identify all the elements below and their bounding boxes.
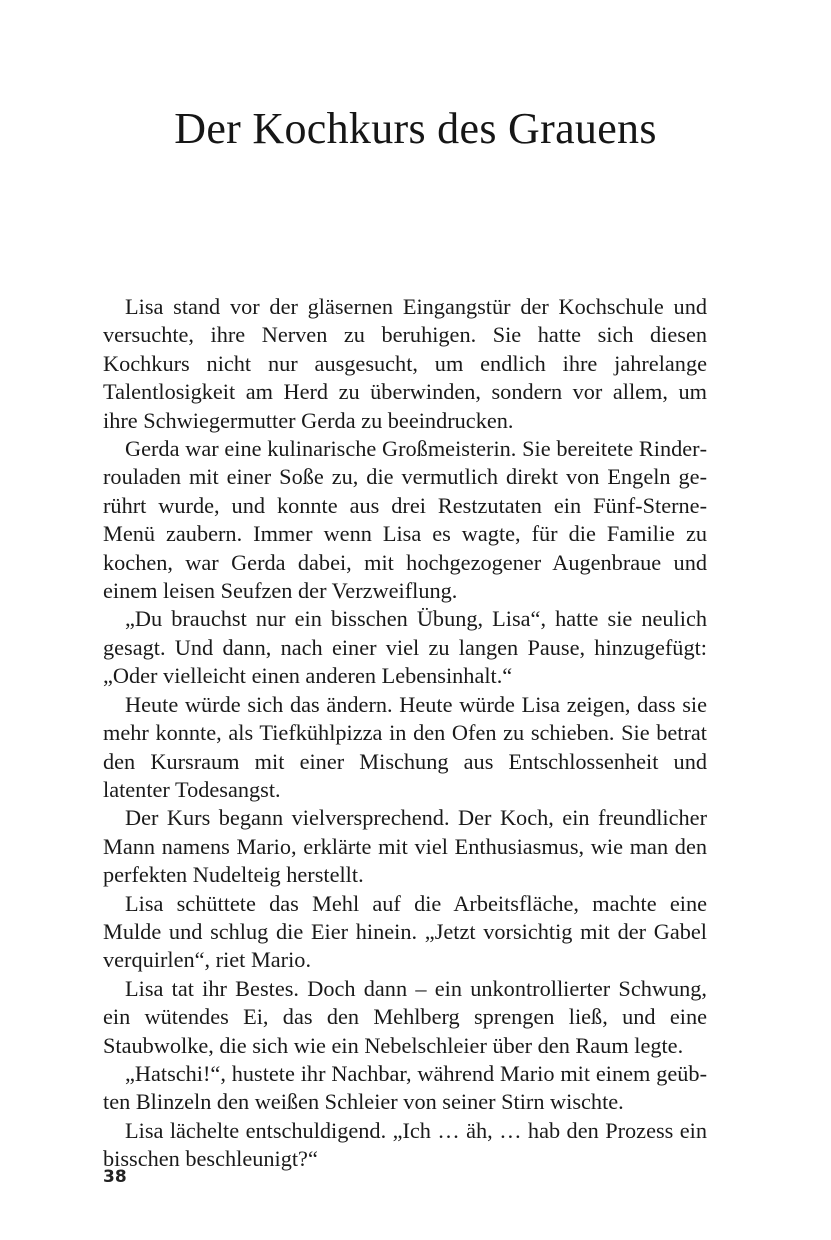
paragraph: Der Kurs begann vielversprechend. Der Koch, ein freundlicher Mann namens Mario, erklärte mit viel Enthusiasmus, wie man den perfekten Nudelteig herstellt. xyxy=(103,805,707,888)
chapter-body xyxy=(103,293,707,1174)
paragraph: Gerda war eine kulinarische Großmeisterin. Sie bereitete Rinderrouladen mit einer Soße zu, die vermutlich direkt von Engeln gerührt wurde, und konnte aus drei Restzutaten ein Fünf-Sterne-Menü zaubern. Immer wenn Lisa es wagte, für die Familie zu kochen, war Gerda dabei, mit hochgezogener Augenbraue und einem leisen Seufzen der Verzweiflung. xyxy=(103,436,707,604)
paragraph: „Du brauchst nur ein bisschen Übung, Lisa“, hatte sie neulich gesagt. Und dann, nach einer viel zu langen Pause, hinzugefügt: „Oder vielleicht einen anderen Lebensinhalt.“ xyxy=(103,606,707,689)
paragraph: Lisa schüttete das Mehl auf die Arbeitsfläche, machte eine Mulde und schlug die Eier hinein. „Jetzt vorsichtig mit der Gabel verquirlen“, riet Mario. xyxy=(103,890,707,973)
paragraph: Lisa tat ihr Bestes. Doch dann – ein unkontrollierter Schwung, ein wütendes Ei, das den Mehlberg sprengen ließ, und eine Staubwolke, die sich wie ein Nebelschleier über den Raum legte. xyxy=(103,975,707,1058)
paragraph: Lisa lächelte entschuldigend. „Ich … äh, … hab den Prozess ein bisschen beschleunigt?“ xyxy=(103,1117,707,1172)
paragraph: Heute würde sich das ändern. Heute würde Lisa zeigen, dass sie mehr konnte, als Tiefkühlpizza in den Ofen zu schieben. Sie betrat den Kursraum mit einer Mischung aus Entschlossenheit und latenter Todesangst. xyxy=(103,691,707,802)
chapter-title: Der Kochkurs des Grauens xyxy=(174,104,657,153)
paragraph: „Hatschi!“, hustete ihr Nachbar, während Mario mit einem geübten Blinzeln den weißen Schleier von seiner Stirn wischte. xyxy=(103,1060,707,1115)
paragraph: Lisa stand vor der gläsernen Eingangstür der Kochschule und versuchte, ihre Nerven zu beruhigen. Sie hatte sich diesen Kochkurs nicht nur ausgesucht, um endlich ihre jahrelange Talentlosigkeit am Herd zu überwinden, sondern vor allem, um ihre Schwiegermutter Gerda zu beeindrucken. xyxy=(103,294,707,433)
page-number: 38 xyxy=(103,1167,127,1187)
